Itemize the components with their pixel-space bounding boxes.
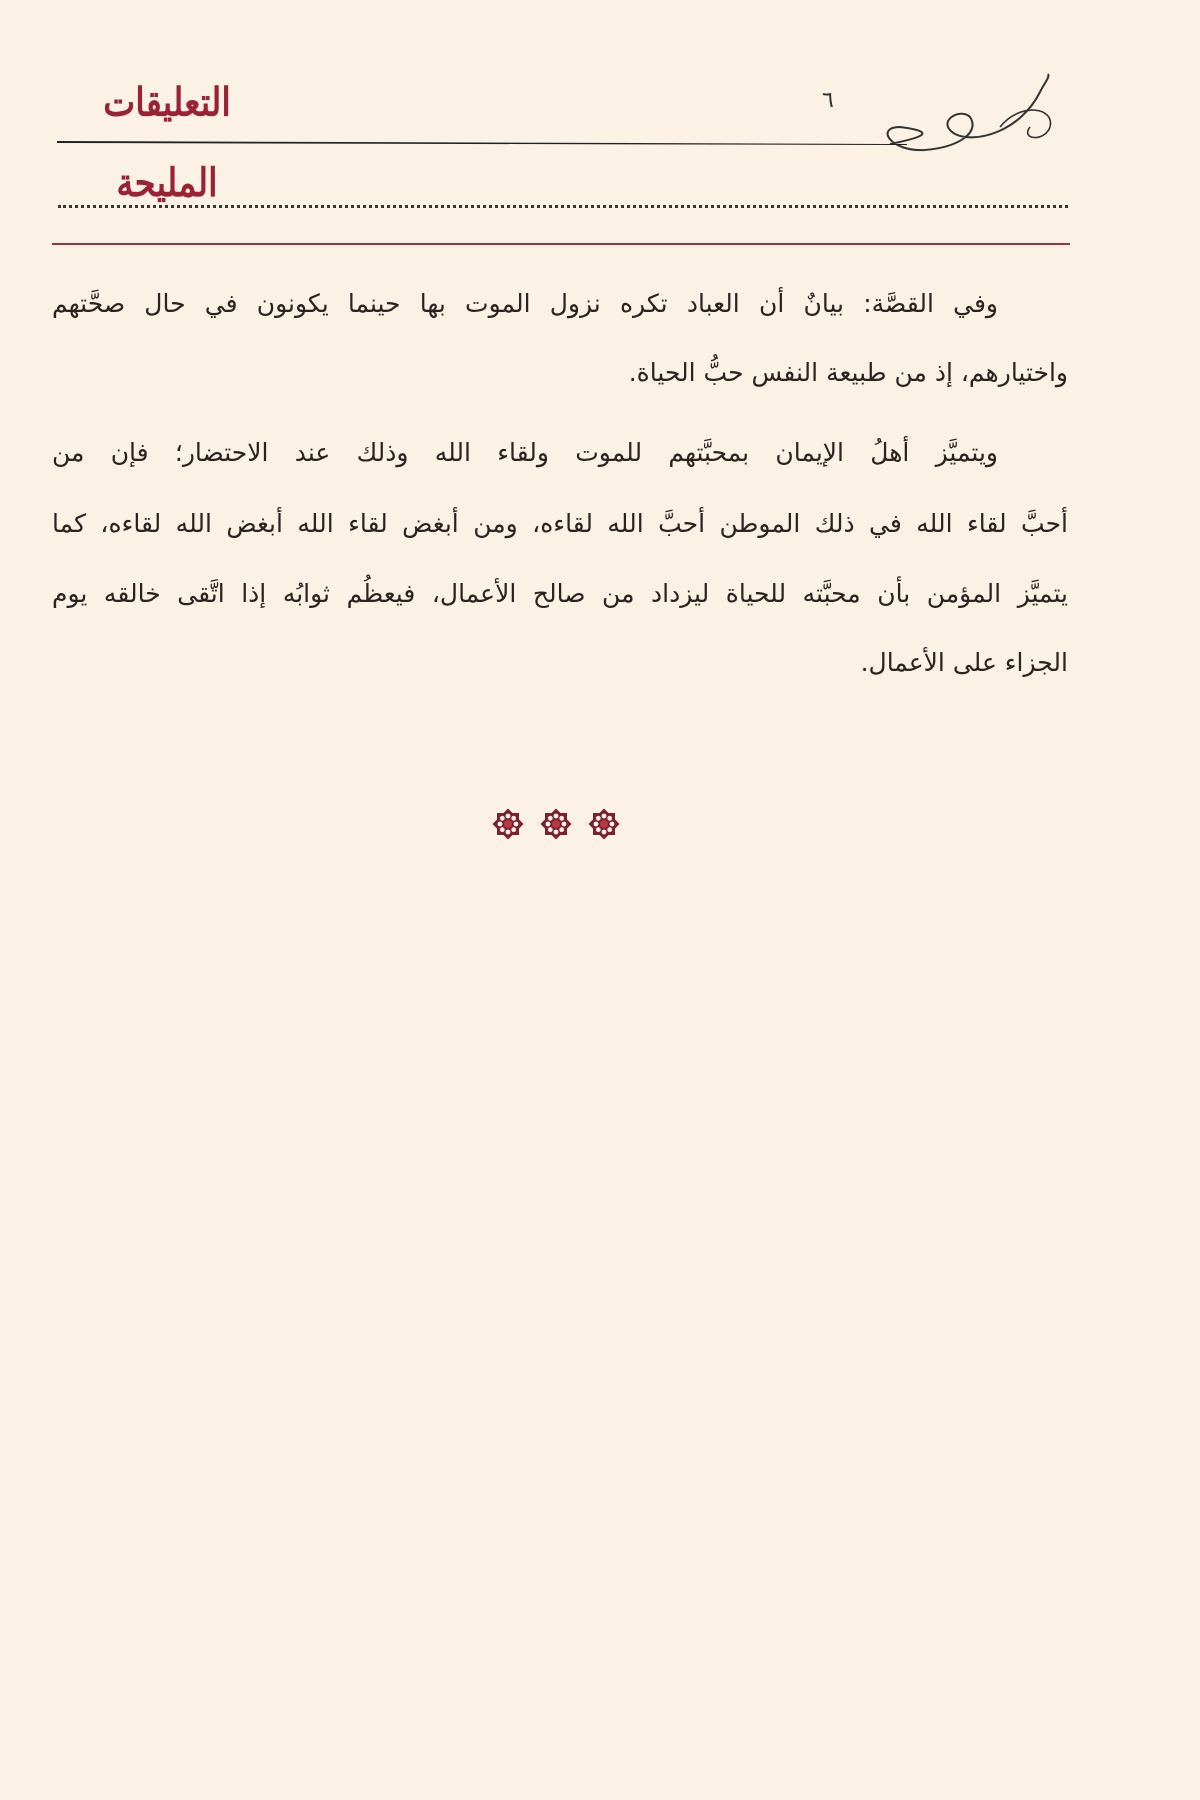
rosette-icon bbox=[538, 806, 574, 842]
calligraphic-flourish-icon bbox=[880, 72, 1070, 157]
dotted-separator bbox=[58, 205, 1068, 208]
rosette-icon bbox=[586, 806, 622, 842]
rosette-icon bbox=[490, 806, 526, 842]
text-line: واختيارهم، إذ من طبيعة النفس حبُّ الحياة. bbox=[628, 358, 1068, 387]
red-separator bbox=[52, 243, 1070, 245]
text-line: يتميَّز المؤمن بأن محبَّته للحياة ليزداد من صالح الأعمال، فيعظُم ثوابُه إذا اتَّقى خالقه يوم bbox=[52, 579, 1068, 608]
section-divider-ornament bbox=[490, 806, 630, 842]
book-title-calligraphy: التعليقات المليحة bbox=[103, 80, 231, 207]
text-line: ويتميَّز أهلُ الإيمان بمحبَّتهم للموت ولقاء الله وذلك عند الاحتضار؛ فإن من bbox=[52, 438, 998, 467]
header-rule bbox=[57, 138, 907, 148]
text-line: أحبَّ لقاء الله في ذلك الموطن أحبَّ الله لقاءه، ومن أبغض لقاء الله أبغض الله لقاءه، كما bbox=[52, 509, 1068, 538]
page-number: ٦ bbox=[822, 88, 834, 113]
text-line: الجزاء على الأعمال. bbox=[860, 648, 1068, 677]
text-line: وفي القصَّة: بيانٌ أن العباد تكره نزول الموت بها حينما يكونون في حال صحَّتهم bbox=[52, 289, 998, 318]
